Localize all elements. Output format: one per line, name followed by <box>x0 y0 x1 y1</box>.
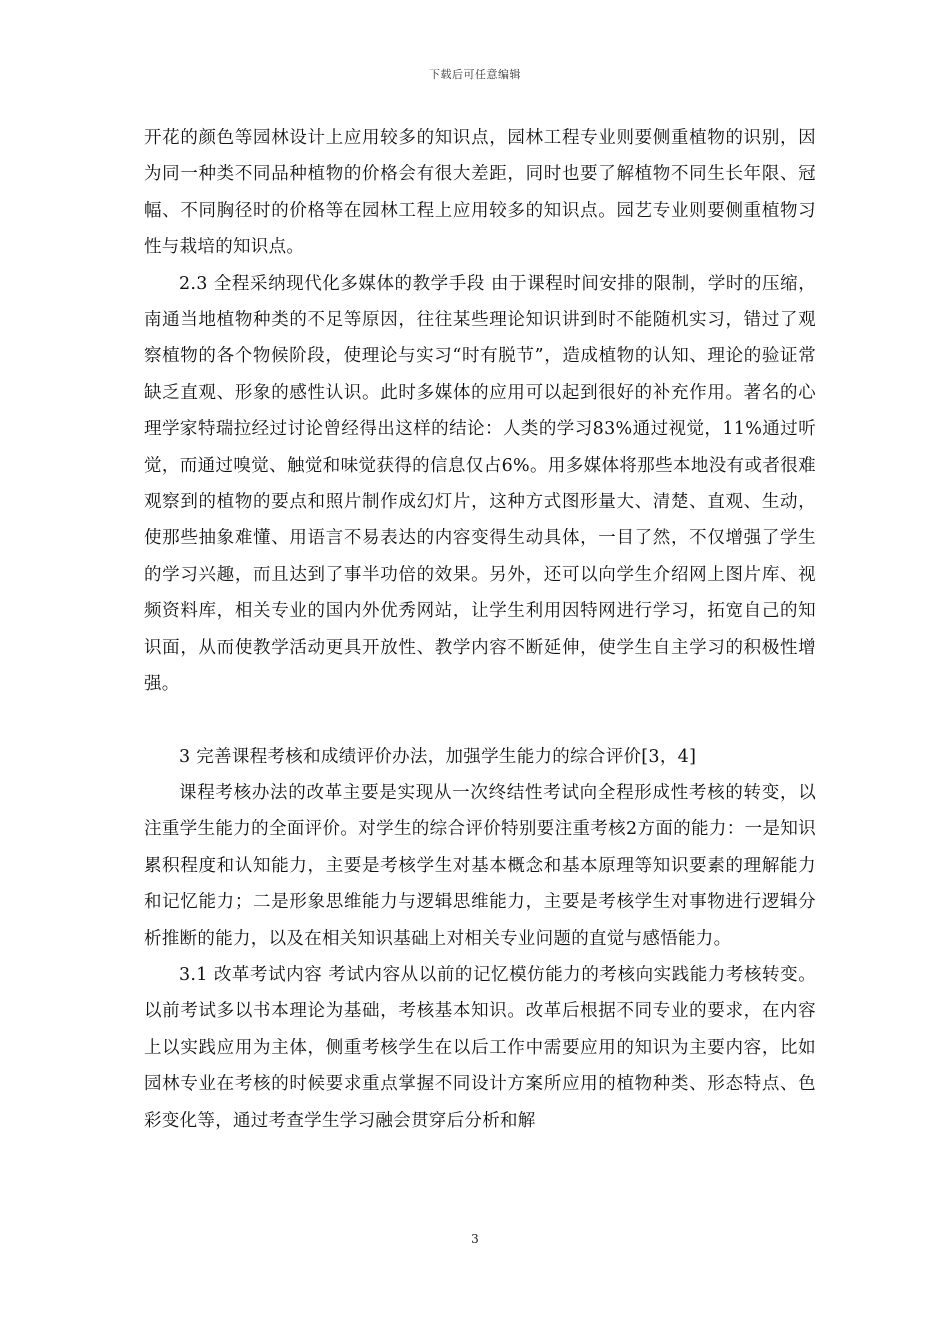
section-heading-3: 3 完善课程考核和成绩评价办法，加强学生能力的综合评价[3，4] <box>179 746 697 767</box>
paragraph-assessment-reform: 课程考核办法的改革主要是实现从一次终结性考试向全程形成性考核的转变，以注重学生能力的全面评价。对学生的综合评价特别要注重考核2方面的能力：一是知识累积程度和认知能力，主要是考核学生对基本概念和基本原理等知识要素的理解能力和记忆能力；二是形象思维能力与逻辑思维能力，主要是考核学生对事物进行逻辑分析推断的能力，以及在相关知识基础上对相关专业问题的直觉与感悟能力。 <box>144 782 816 949</box>
paragraph-2-3-multimedia: 2.3 全程采纳现代化多媒体的教学手段 由于课程时间安排的限制，学时的压缩，南通当地植物种类的不足等原因，往往某些理论知识讲到时不能随机实习，错过了观察植物的各个物候阶段，使理论与实习“时有脱节”，造成植物的认知、理论的验证常缺乏直观、形象的感性认识。此时多媒体的应用可以起到很好的补充作用。著名的心理学家特瑞拉经过讨论曾经得出这样的结论：人类的学习83%通过视觉，11%通过听觉，而通过嗅觉、触觉和味觉获得的信息仅占6%。用多媒体将那些本地没有或者很难观察到的植物的要点和照片制作成幻灯片，这种方式图形量大、清楚、直观、生动，使那些抽象难懂、用语言不易表达的内容变得生动具体，一目了然，不仅增强了学生的学习兴趣，而且达到了事半功倍的效果。另外，还可以向学生介绍网上图片库、视频资料库，相关专业的国内外优秀网站，让学生利用因特网进行学习，拓宽自己的知识面，从而使教学活动更具开放性、教学内容不断延伸，使学生自主学习的积极性增强。 <box>144 273 816 695</box>
document-body <box>144 120 816 1139</box>
paragraph-3-1-exam-content: 3.1 改革考试内容 考试内容从以前的记忆模仿能力的考核向实践能力考核转变。以前考试多以书本理论为基础，考核基本知识。改革后根据不同专业的要求，在内容上以实践应用为主体，侧重考核学生在以后工作中需要应用的知识为主要内容，比如园林专业在考核的时候要求重点掌握不同设计方案所应用的植物种类、形态特点、色彩变化等，通过考查学生学习融会贯穿后分析和解 <box>144 964 816 1131</box>
page-header: 下载后可任意编辑 <box>429 68 521 81</box>
paragraph-continuation: 开花的颜色等园林设计上应用较多的知识点，园林工程专业则要侧重植物的识别，因为同一种类不同品种植物的价格会有很大差距，同时也要了解植物不同生长年限、冠幅、不同胸径时的价格等在园林工程上应用较多的知识点。园艺专业则要侧重植物习性与栽培的知识点。 <box>144 128 816 258</box>
page-number: 3 <box>471 1232 479 1246</box>
